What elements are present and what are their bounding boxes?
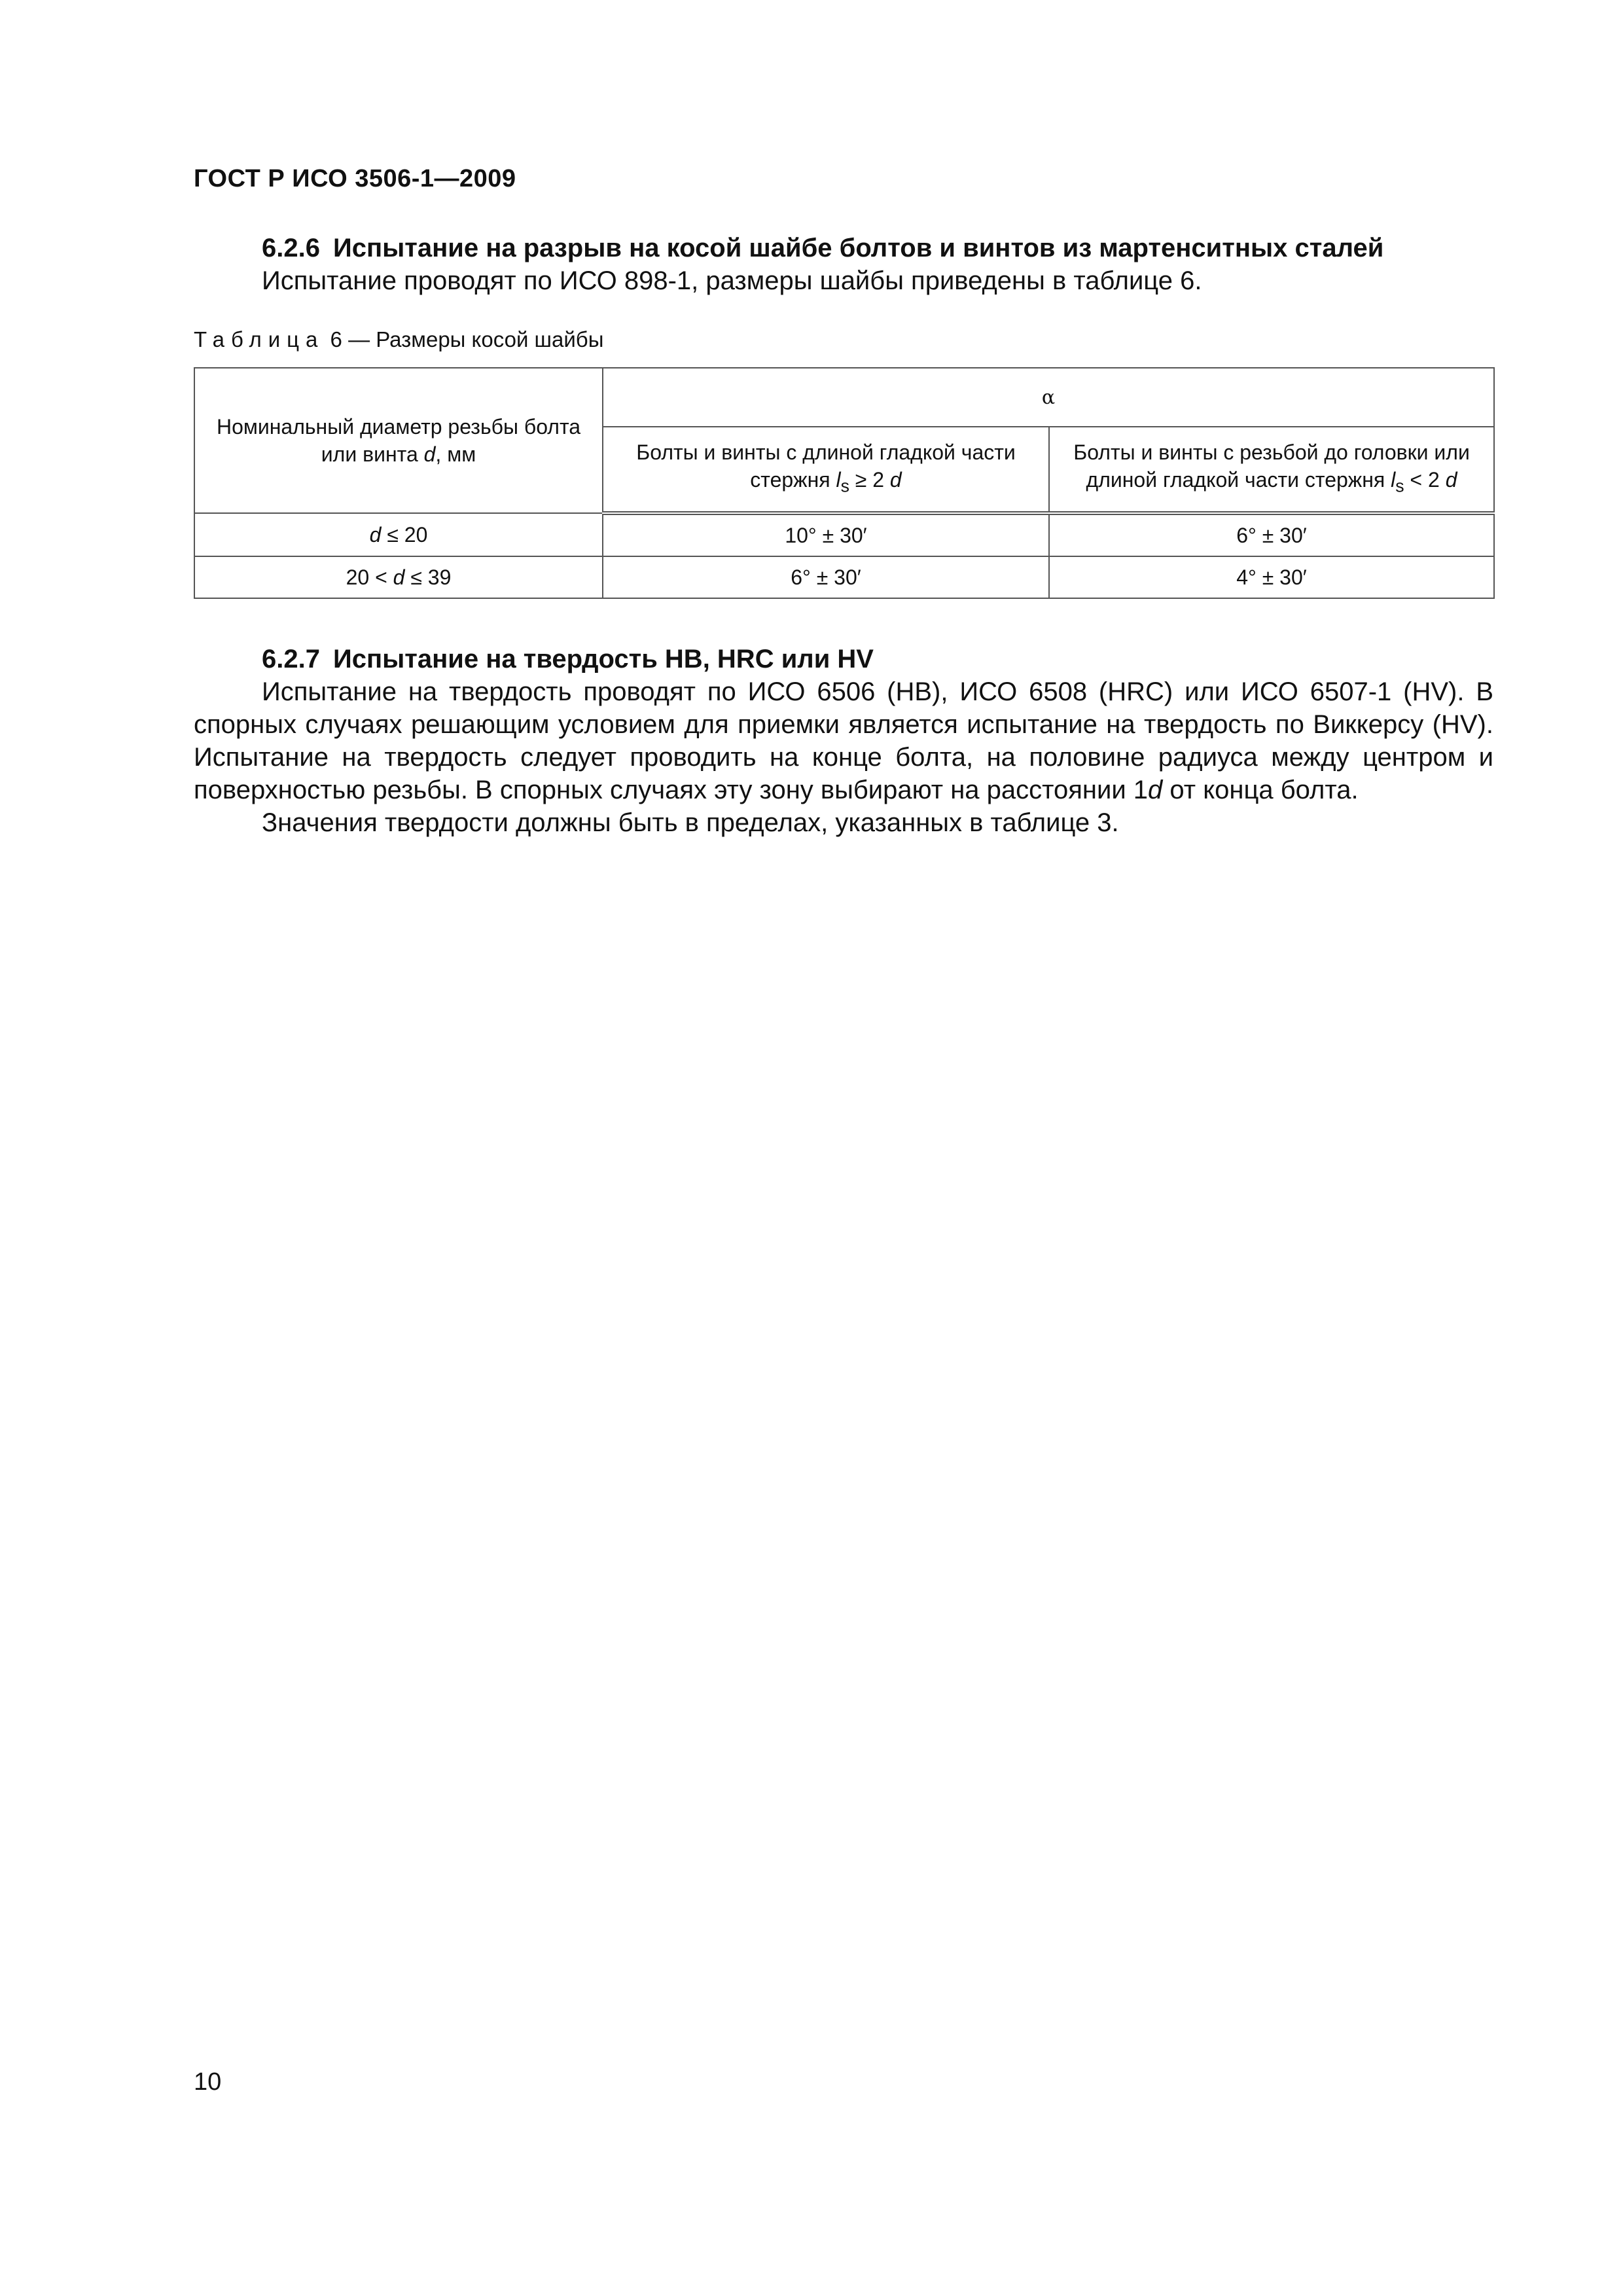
- page-number: 10: [194, 2068, 222, 2096]
- washer-dimensions-table: [194, 367, 1495, 599]
- column-header-smooth-shank: Болты и винты с длиной гладкой части стержня $l_s \ge 2$ d: [603, 427, 1049, 513]
- section-paragraph: Значения твердости должны быть в пределах, указанных в таблице 3.: [262, 808, 1119, 837]
- section-paragraph: Испытание на твердость проводят по ИСО 6506 (HB), ИСО 6508 (HRC) или ИСО 6507-1 (HV). В спорных случаях решающим условием для приемки является испытание на твердость по Виккерсу (HV). Испытание на твердость следует проводить на конце болта, на половине радиуса между центром и поверхностью резьбы. В спорных случаях эту зону выбирают на расстоянии 1d от конца болта.: [194, 677, 1493, 804]
- section-title: Испытание на твердость HB, HRC или HV: [332, 645, 874, 673]
- cell-diameter: 20 < d ≤ 39: [194, 556, 603, 598]
- column-header-threaded-to-head: Болты и винты с резьбой до головки или длиной гладкой части стержня $l_s < 2$ d: [1049, 427, 1494, 513]
- document-header: ГОСТ Р ИСО 3506-1—2009: [194, 165, 516, 192]
- cell-angle-threaded: 6° ± 30′: [1049, 513, 1494, 556]
- cell-angle-threaded: 4° ± 30′: [1049, 556, 1494, 598]
- table-row: [194, 513, 1494, 556]
- cell-diameter: d ≤ 20: [194, 513, 603, 556]
- column-header-alpha: α: [603, 368, 1494, 427]
- section-number: 6.2.7: [262, 645, 320, 673]
- table-caption-title: 6 — Размеры косой шайбы: [324, 327, 604, 351]
- section-6-2-6: [194, 232, 1503, 297]
- section-6-2-7: [194, 643, 1493, 839]
- section-number: 6.2.6: [262, 234, 320, 262]
- cell-angle-smooth: 10° ± 30′: [603, 513, 1049, 556]
- section-heading: [194, 643, 1493, 675]
- table-caption: [194, 327, 603, 352]
- section-heading: [194, 232, 1503, 264]
- cell-angle-smooth: 6° ± 30′: [603, 556, 1049, 598]
- section-paragraph: Испытание проводят по ИСО 898-1, размеры шайбы приведены в таблице 6.: [262, 266, 1202, 295]
- table-row: [194, 556, 1494, 598]
- column-header-diameter: Номинальный диаметр резьбы болта или винта d, мм: [194, 368, 603, 513]
- section-title: Испытание на разрыв на косой шайбе болтов и винтов из мартенситных сталей: [332, 234, 1384, 262]
- table-caption-label: Таблица: [194, 327, 325, 351]
